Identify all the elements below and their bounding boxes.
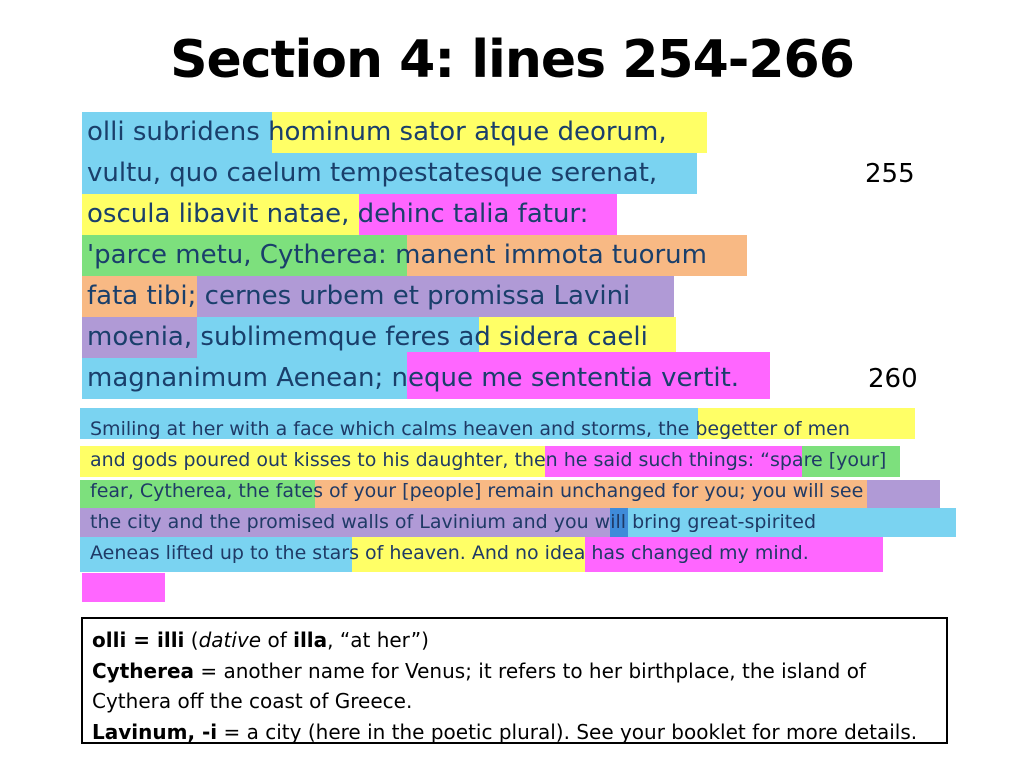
latin-text xyxy=(87,112,739,399)
translation-line: fear, Cytherea, the fates of your [people] remain unchanged for you; you will see xyxy=(90,480,864,502)
note-text: = another name for Venus; it refers to her birthplace, the island of xyxy=(194,658,866,683)
latin-line: moenia, sublimemque feres ad sidera caeli xyxy=(87,322,648,352)
note-text: of xyxy=(261,628,294,652)
latin-line: oscula libavit natae, dehinc talia fatur: xyxy=(87,199,589,229)
latin-line: 'parce metu, Cytherea: manent immota tuorum xyxy=(87,240,707,270)
translation-line: Aeneas lifted up to the stars of heaven. And no idea has changed my mind. xyxy=(90,542,809,564)
note-term: olli = illi xyxy=(92,628,185,652)
note-term: Cytherea xyxy=(92,658,195,683)
note-term: Lavinum, -i xyxy=(92,719,218,744)
note-italic: dative xyxy=(198,628,262,652)
translation-text xyxy=(90,414,886,569)
translation-line: the city and the promised walls of Lavinium and you will bring great-spirited xyxy=(90,511,816,533)
latin-line: fata tibi; cernes urbem et promissa Lavini xyxy=(87,281,631,311)
translation-line: and gods poured out kisses to his daughter, then he said such things: “spare [your] xyxy=(90,449,887,471)
note-text: = a city (here in the poetic plural). See your booklet for more details. xyxy=(217,719,918,744)
highlight-pink xyxy=(82,573,165,602)
note-olli xyxy=(92,625,937,656)
translation-line: Smiling at her with a face which calms heaven and storms, the begetter of men xyxy=(90,418,850,440)
note-text: ( xyxy=(184,628,199,652)
note-term: illa xyxy=(293,628,328,652)
line-number: 255 xyxy=(865,159,915,189)
page-title: Section 4: lines 254-266 xyxy=(170,30,854,90)
note-cytherea-cont: Cythera off the coast of Greece. xyxy=(92,689,413,713)
note-cytherea xyxy=(92,656,937,687)
latin-line: magnanimum Aenean; neque me sententia vertit. xyxy=(87,363,740,393)
note-lavinum xyxy=(92,717,937,748)
line-number: 260 xyxy=(868,364,918,394)
latin-line: vultu, quo caelum tempestatesque serenat, xyxy=(87,158,658,188)
latin-line: olli subridens hominum sator atque deorum, xyxy=(87,117,667,147)
note-text: , “at her”) xyxy=(327,628,429,652)
vocabulary-notes-box xyxy=(81,617,948,744)
